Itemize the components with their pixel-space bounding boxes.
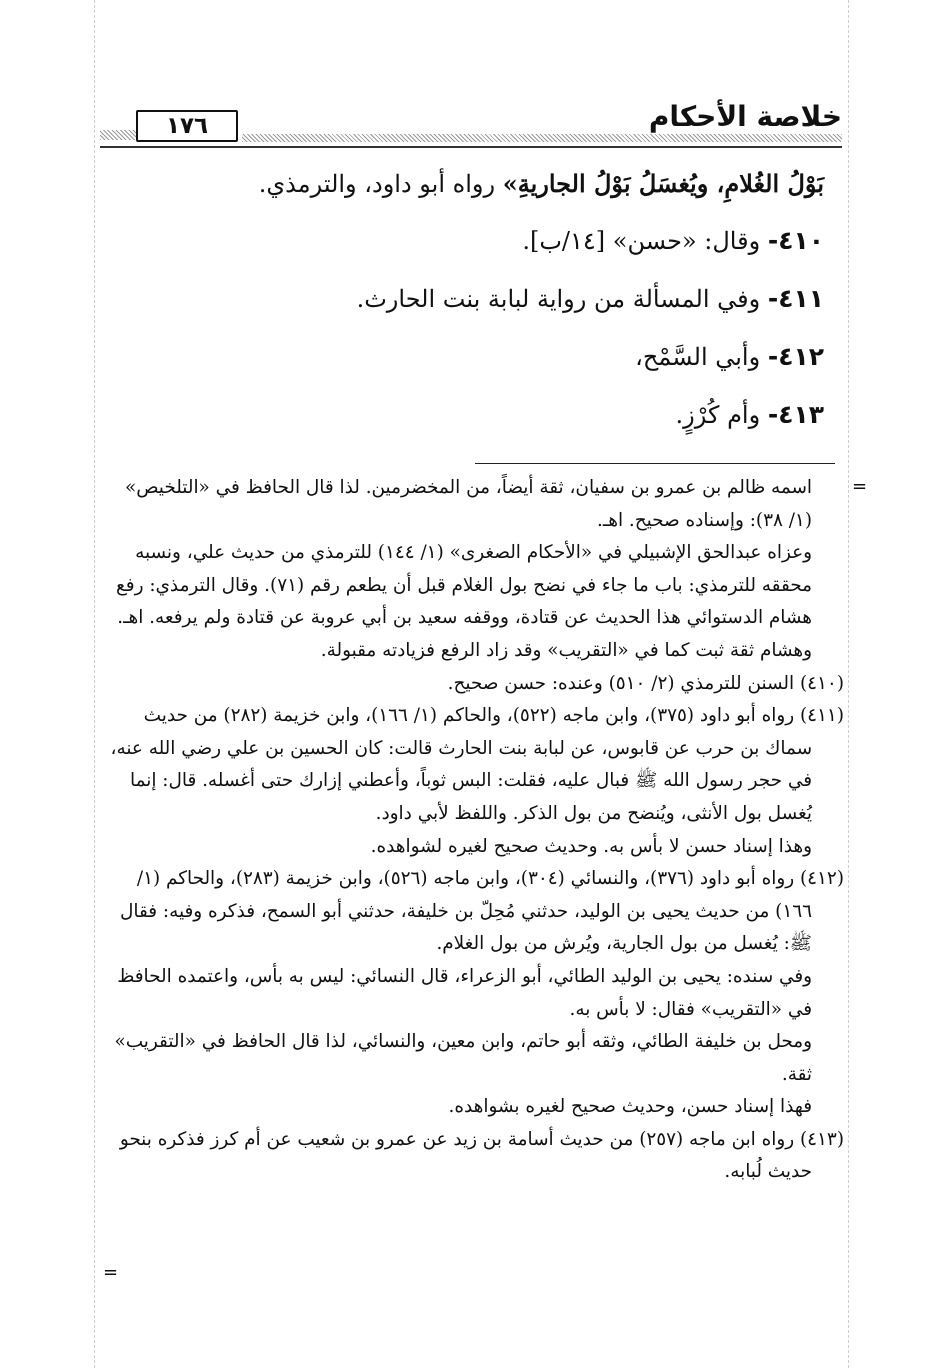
main-item-412	[190, 340, 824, 392]
item-number: ٤١٣-	[767, 400, 824, 429]
margin-guide-left	[94, 0, 95, 1368]
item-number: ٤١٠-	[767, 226, 824, 255]
main-item-411	[190, 282, 824, 334]
page-number: ١٧٦	[136, 110, 238, 142]
item-number: ٤١١-	[767, 284, 824, 313]
hadith-text: بَوْلُ الغُلامِ، ويُغسَلُ بَوْلُ الجاريةِ»	[502, 169, 824, 198]
header-hatch-left	[100, 130, 136, 140]
footnote-410: (٤١٠) السنن للترمذي (٢/ ٥١٠) وعنده: حسن صحيح.	[447, 672, 844, 694]
footnote-412: (٤١٢) رواه أبو داود (٣٧٦)، والنسائي (٣٠٤)، وابن ماجه (٥٢٦)، وابن خزيمة (٢٨٣)، والحاكم (١/ ١٦٦) من حديث يحيى بن الوليد، حدثني مُحِلّ بن خليفة، حدثني أبو السمح، فذكره وفيه: فقال ﷺ: يُغسل من بول الجارية، ويُرش من بول الغلام.	[119, 868, 844, 955]
footnote-413: (٤١٣) رواه ابن ماجه (٢٥٧) من حديث أسامة بن زيد عن عمرو بن شعيب عن أم كرز فذكره بنحو حديث لُبابه.	[119, 1128, 844, 1183]
footnote-continuation-2: وعزاه عبدالحق الإشبيلي في «الأحكام الصغرى» (١/ ١٤٤) للترمذي من حديث علي، ونسبه محققه للترمذي: باب ما جاء في نضح بول الغلام قبل أن يطعم رقم (٧١). وقال الترمذي: رفع هشام الدستوائي هذا الحديث عن قتادة، ووقفه سعيد بن أبي عروبة عن قتادة ولم يرفعه. اهـ. وهشام ثقة ثبت كما في «التقريب» وقد زاد الرفع فزيادته مقبولة.	[116, 542, 812, 661]
hadith-source: رواه أبو داود، والترمذي.	[258, 170, 503, 198]
main-text	[190, 168, 824, 450]
header-rule	[100, 146, 842, 148]
footnote-continuation-1: اسمه ظالم بن عمرو بن سفيان، ثقة أيضاً، من المخضرمين. لذا قال الحافظ في «التلخيص» (١/ ٣٨): وإسناده صحيح. اهـ.	[125, 477, 812, 531]
item-text: وأبي السَّمْح،	[635, 343, 761, 371]
main-item-410	[190, 224, 824, 276]
footnote-412-narrator-2: ومحل بن خليفة الطائي، وثقه أبو حاتم، وابن معين، والنسائي، لذا قال الحافظ في «التقريب» ثقة.	[114, 1031, 812, 1085]
footnote-412-narrator-1: وفي سنده: يحيى بن الوليد الطائي، أبو الزعراء، قال النسائي: ليس به بأس، واعتمده الحافظ في «التقريب» فقال: لا بأس به.	[117, 965, 812, 1020]
main-item-413	[190, 398, 824, 450]
footnote-411-grade: وهذا إسناد حسن لا بأس به. وحديث صحيح لغيره لشواهده.	[370, 835, 812, 857]
footnote-412-grade: فهذا إسناد حسن، وحديث صحيح لغيره بشواهده.	[448, 1096, 812, 1118]
continuation-mark-top: =	[852, 476, 868, 497]
item-text: وقال: «حسن» [١٤/ب].	[522, 227, 761, 255]
item-text: وفي المسألة من رواية لبابة بنت الحارث.	[356, 285, 761, 313]
margin-guide-right	[848, 0, 849, 1368]
main-line-1	[190, 168, 824, 220]
continuation-mark-bottom: =	[103, 1262, 119, 1283]
item-text: وأم كُرْزٍ.	[675, 401, 761, 429]
page-header	[100, 100, 842, 146]
footnotes	[100, 472, 844, 1189]
running-title: خلاصة الأحكام	[648, 100, 842, 133]
item-number: ٤١٢-	[767, 342, 824, 371]
footnote-411: (٤١١) رواه أبو داود (٣٧٥)، وابن ماجه (٥٢٢)، والحاكم (١/ ١٦٦)، وابن خزيمة (٢٨٢) من حديث سماك بن حرب عن قابوس، عن لبابة بنت الحارث قالت: كان الحسين بن علي رضي الله عنه، في حجر رسول الله ﷺ فبال عليه، فقلت: البس ثوباً، وأعطني إزارك حتى أغسله. قال: إنما يُغسل بول الأنثى، ويُنضح من بول الذكر. واللفظ لأبي داود.	[110, 705, 844, 824]
footnote-separator	[475, 463, 835, 464]
header-hatch-right	[242, 134, 842, 142]
